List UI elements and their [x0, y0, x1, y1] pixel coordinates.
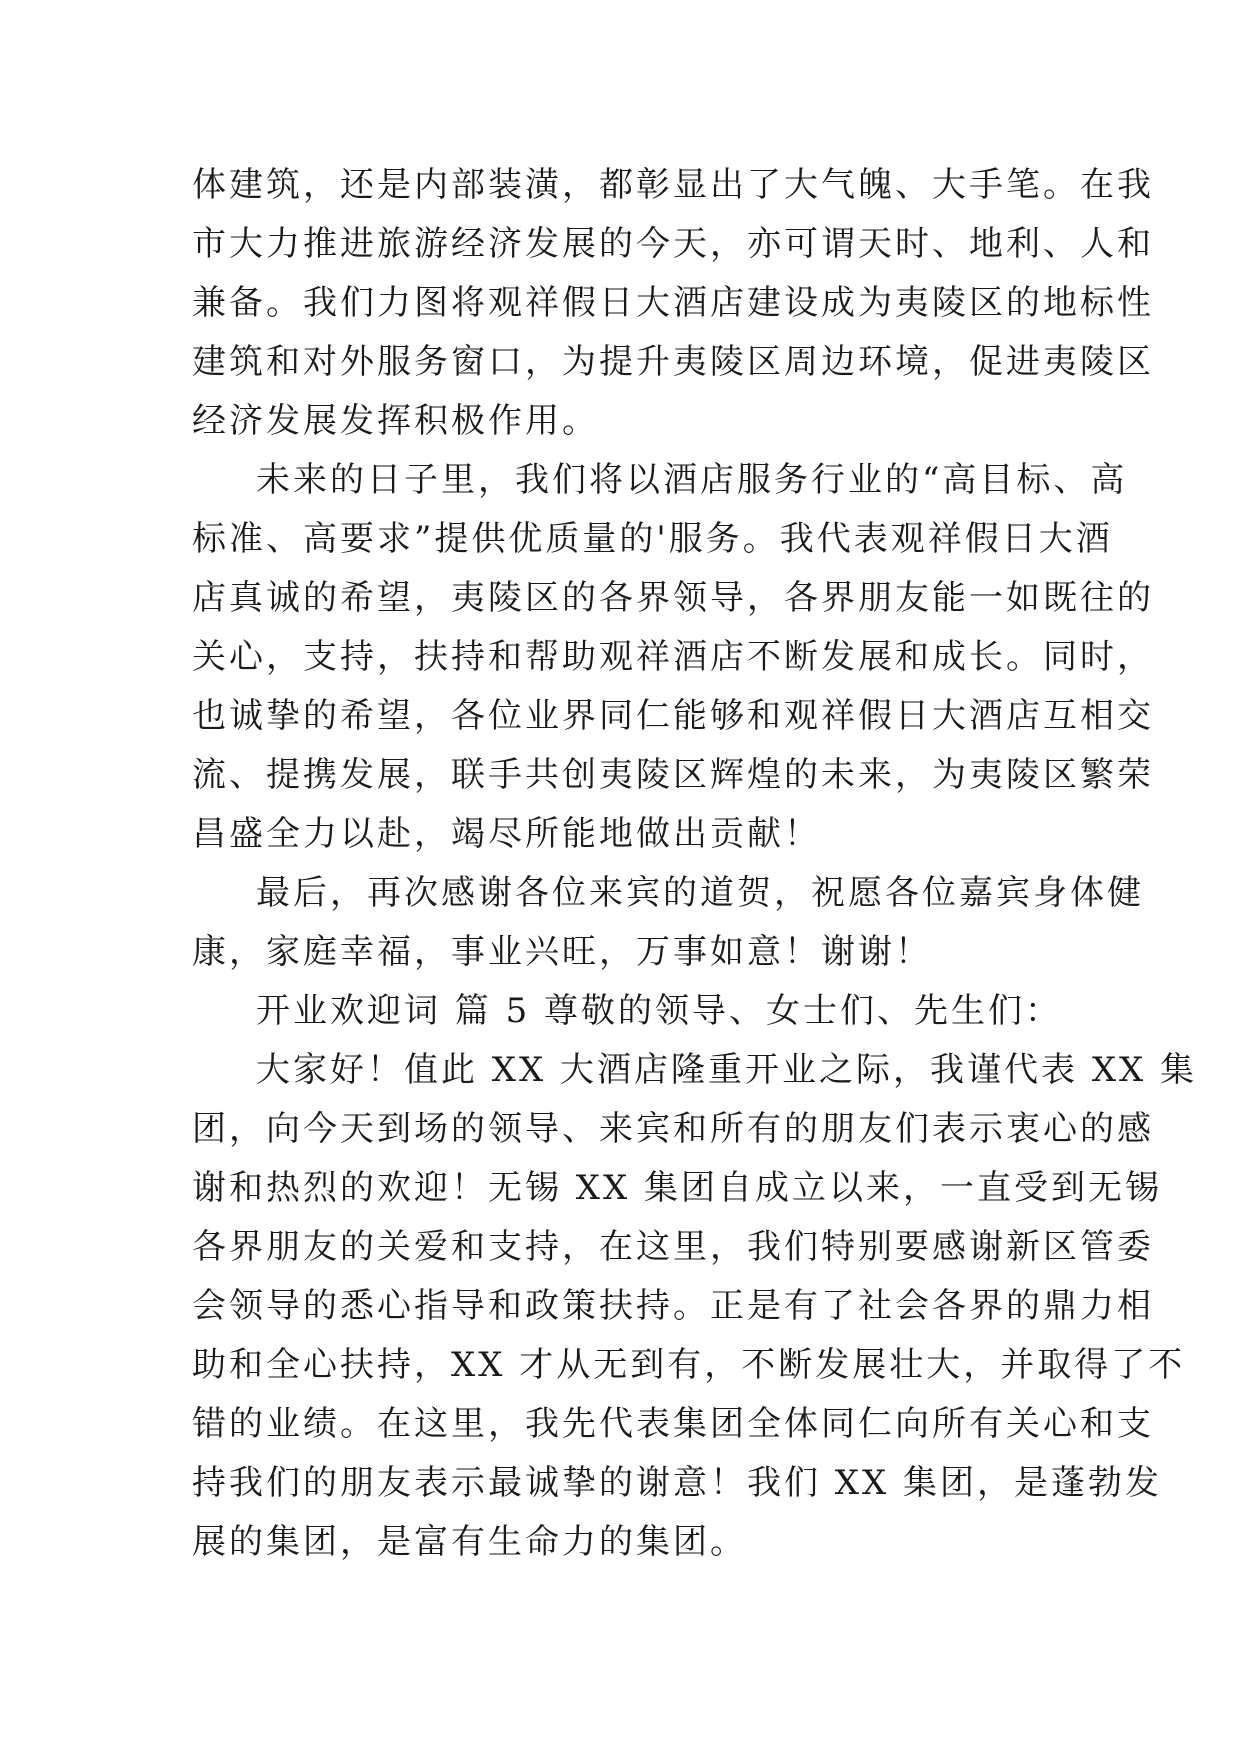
text-line: 市大力推进旅游经济发展的今天，亦可谓天时、地利、人和 [192, 224, 1154, 264]
text-line: 关心，支持，扶持和帮助观祥酒店不断发展和成长。同时， [192, 637, 1154, 677]
section-heading-line: 开业欢迎词 篇 5 尊敬的领导、女士们、先生们： [256, 991, 1063, 1031]
text-line: 经济发展发挥积极作用。 [192, 401, 599, 441]
text-line: 昌盛全力以赴，竭尽所能地做出贡献！ [192, 814, 821, 854]
paragraph-start-line: 最后，再次感谢各位来宾的道贺，祝愿各位嘉宾身体健 [256, 873, 1144, 913]
text-line: 会领导的悉心指导和政策扶持。正是有了社会各界的鼎力相 [192, 1286, 1154, 1326]
text-line: 体建筑，还是内部装潢，都彰显出了大气魄、大手笔。在我 [192, 165, 1154, 205]
text-line: 店真诚的希望，夷陵区的各界领导，各界朋友能一如既往的 [192, 578, 1154, 618]
text-line: 展的集团，是富有生命力的集团。 [192, 1522, 747, 1562]
text-line: 各界朋友的关爱和支持，在这里，我们特别要感谢新区管委 [192, 1227, 1154, 1267]
text-line: 也诚挚的希望，各位业界同仁能够和观祥假日大酒店互相交 [192, 696, 1154, 736]
document-body [192, 156, 1198, 1572]
paragraph-start-line: 未来的日子里，我们将以酒店服务行业的“高目标、高 [256, 460, 1128, 500]
text-line: 康，家庭幸福，事业兴旺，万事如意！谢谢！ [192, 932, 932, 972]
text-line: 流、提携发展，联手共创夷陵区辉煌的未来，为夷陵区繁荣 [192, 755, 1154, 795]
text-line: 标准、高要求”提供优质量的'服务。我代表观祥假日大酒 [192, 519, 1113, 559]
paragraph-start-line: 大家好！值此 XX 大酒店隆重开业之际，我谨代表 XX 集 [256, 1050, 1198, 1090]
text-line: 错的业绩。在这里，我先代表集团全体同仁向所有关心和支 [192, 1404, 1154, 1444]
text-line: 兼备。我们力图将观祥假日大酒店建设成为夷陵区的地标性 [192, 283, 1154, 323]
text-line: 建筑和对外服务窗口，为提升夷陵区周边环境，促进夷陵区 [192, 342, 1154, 382]
text-line: 助和全心扶持，XX 才从无到有，不断发展壮大，并取得了不 [192, 1345, 1186, 1385]
text-line: 持我们的朋友表示最诚挚的谢意！我们 XX 集团，是蓬勃发 [192, 1463, 1163, 1503]
text-line: 团，向今天到场的领导、来宾和所有的朋友们表示衷心的感 [192, 1109, 1154, 1149]
text-line: 谢和热烈的欢迎！无锡 XX 集团自成立以来，一直受到无锡 [192, 1168, 1163, 1208]
